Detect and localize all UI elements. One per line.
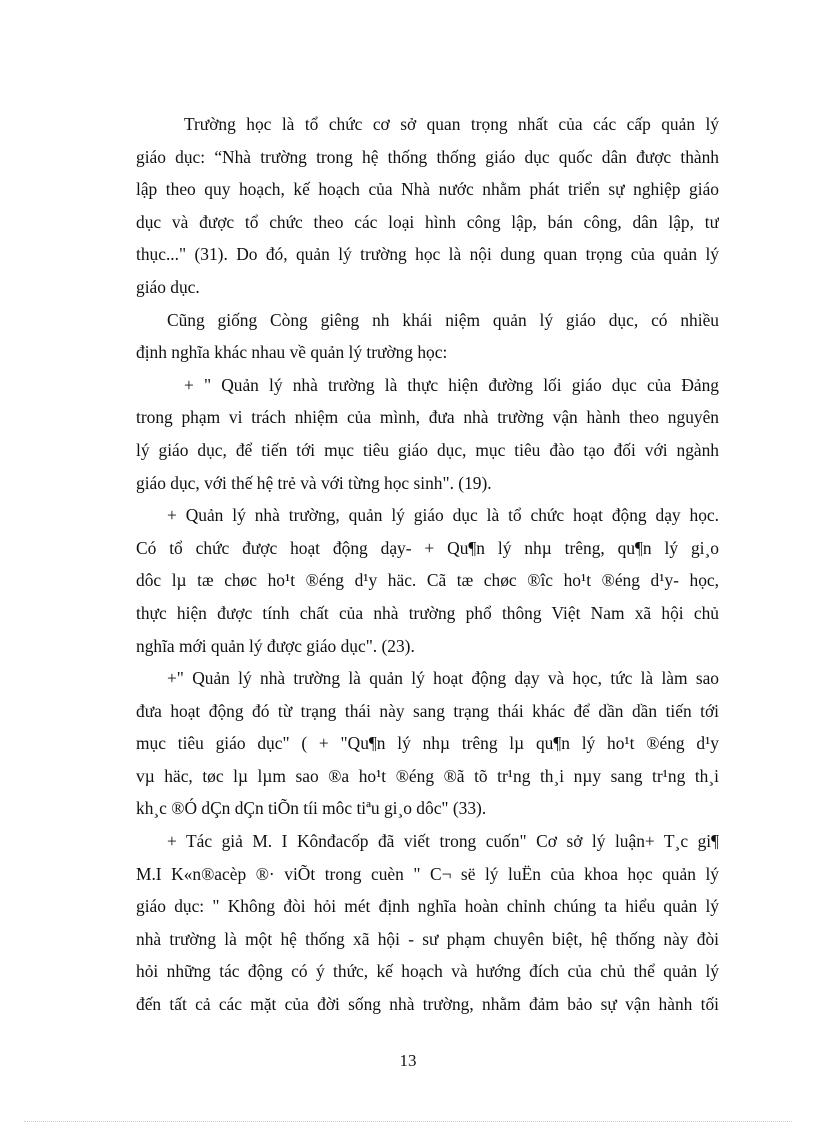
bottom-divider	[24, 1121, 792, 1122]
text-line: dục và được tổ chức theo các loại hình công lập, bán công, dân lập, tư	[136, 211, 719, 232]
text-line: đưa hoạt động đó từ trạng thái này sang trạng thái khác để dần dần tiến tới	[136, 700, 719, 721]
text-line: + Quản lý nhà trường, quản lý giáo dục là tổ chức hoạt động dạy học.	[167, 505, 719, 526]
text-line: thục..." (31). Do đó, quản lý trường học là nội dung quan trọng của quản lý	[136, 244, 719, 265]
text-line: giáo dục.	[136, 276, 200, 297]
text-line: kh¸c ®Ó dÇn dÇn tiÕn tíi môc tiªu gi¸o dôc" (33).	[136, 798, 487, 819]
text-line: M.I K«n®acèp ®· viÕt trong cuèn " C¬ së lý luËn của khoa học quản lý	[136, 863, 719, 884]
text-line: +" Quản lý nhà trường là quản lý hoạt động dạy và học, tức là làm sao	[167, 668, 719, 689]
text-line: lập theo quy hoạch, kế hoạch của Nhà nước nhằm phát triển sự nghiệp giáo	[136, 179, 719, 200]
text-line: đến tất cả các mặt của đời sống nhà trường, nhằm đảm bảo sự vận hành tối	[136, 994, 719, 1015]
text-line: giáo dục: " Không đòi hỏi mét định nghĩa hoàn chỉnh chúng ta hiểu quản lý	[136, 896, 719, 917]
text-line: nhà trường là một hệ thống xã hội - sư phạm chuyên biệt, hệ thống này đòi	[136, 928, 719, 949]
text-line: Cũng giống Còng giêng nh khái niệm quản lý giáo dục, có nhiều	[167, 309, 719, 330]
text-line: trong phạm vi trách nhiệm của mình, đưa nhà trường vận hành theo nguyên	[136, 407, 719, 428]
text-line: giáo dục, với thế hệ trẻ và với từng học sinh". (19).	[136, 472, 492, 493]
text-line: dôc lµ tæ chøc ho¹t ®éng d¹y häc. Cã tæ chøc ®îc ho¹t ®éng d¹y- học,	[136, 570, 719, 591]
text-line: nghĩa mới quản lý được giáo dục". (23).	[136, 635, 415, 656]
text-line: Có tổ chức được hoạt động dạy- + Qu¶n lý nhµ trêng, qu¶n lý gi¸o	[136, 537, 719, 558]
text-line: + " Quản lý nhà trường là thực hiện đường lối giáo dục của Đảng	[184, 374, 719, 395]
text-line: + Tác giả M. I Kônđacốp đã viết trong cuốn" Cơ sở lý luận+ T¸c gi¶	[167, 831, 719, 852]
page-number: 13	[399, 1051, 417, 1070]
text-line: giáo dục: “Nhà trường trong hệ thống thống giáo dục quốc dân được thành	[136, 146, 719, 167]
text-line: thực hiện được tính chất của nhà trường phổ thông Việt Nam xã hội chủ	[136, 602, 719, 623]
text-line: mục tiêu giáo dục" ( + "Qu¶n lý nhµ trêng lµ qu¶n lý ho¹t ®éng d¹y	[136, 733, 719, 754]
text-line: hỏi những tác động có ý thức, kế hoạch và hướng đích của chủ thể quản lý	[136, 961, 719, 982]
body-text	[136, 108, 719, 1021]
text-line: vµ häc, tøc lµ lµm sao ®a ho¹t ®éng ®ã tõ tr¹ng th¸i nµy sang tr¹ng th¸i	[136, 765, 719, 786]
text-line: lý giáo dục, để tiến tới mục tiêu giáo dục, mục tiêu đào tạo đối với ngành	[136, 439, 719, 460]
text-line: Trường học là tổ chức cơ sở quan trọng nhất của các cấp quản lý	[184, 114, 719, 134]
text-line: định nghĩa khác nhau về quản lý trường học:	[136, 342, 448, 363]
